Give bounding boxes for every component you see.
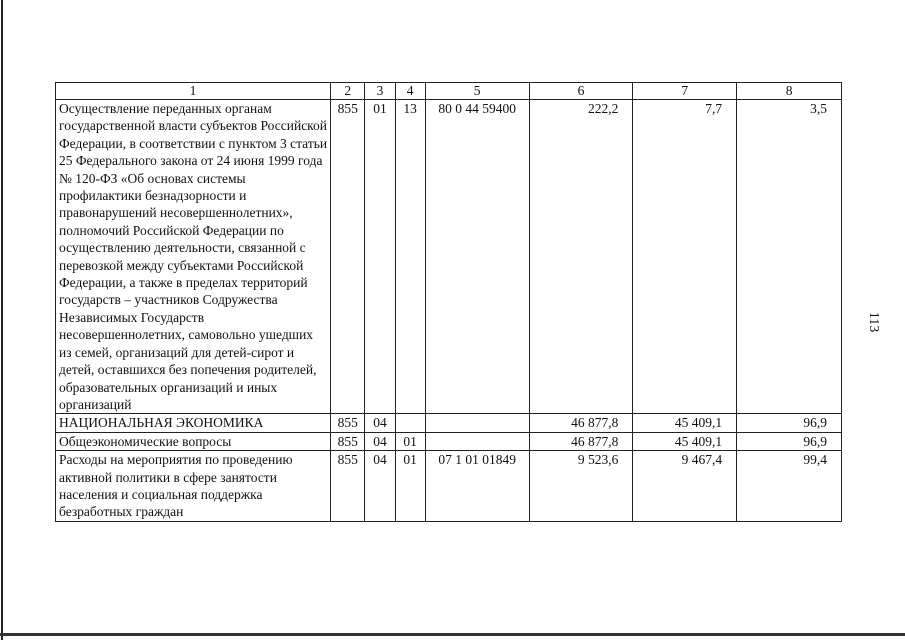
row-grbs: 855	[331, 414, 365, 432]
row-grbs: 855	[331, 451, 365, 522]
row-subsection: 01	[395, 432, 425, 450]
header-row	[56, 83, 842, 100]
row-grbs: 855	[331, 432, 365, 450]
row-fact: 45 409,1	[633, 432, 737, 450]
row-plan: 46 877,8	[529, 414, 633, 432]
row-section: 04	[365, 432, 395, 450]
table-row	[56, 432, 842, 450]
row-plan: 9 523,6	[529, 451, 633, 522]
row-section: 04	[365, 414, 395, 432]
row-target-article	[425, 414, 529, 432]
row-name: Расходы на мероприятия по проведению активной политики в сфере занятости населения и социальная поддержка безработных граждан	[56, 451, 331, 522]
row-name: Осуществление переданных органам государственной власти субъектов Российской Федерации, в соответствии с пунктом 3 статьи 25 Федерального закона от 24 июня 1999 года № 120-ФЗ «Об основах системы профилактики безнадзорности и правонарушений несовершеннолетних», полномочий Российской Федерации по осуществлению деятельности, связанной с перевозкой между субъектами Российской Федерации, а также в пределах территорий государств – участников Содружества Независимых Государств несовершеннолетних, самовольно ушедших из семей, организаций для детей-сирот и детей, оставшихся без попечения родителей, образовательных организаций и иных организаций	[56, 100, 331, 414]
row-subsection: 01	[395, 451, 425, 522]
row-percent: 3,5	[737, 100, 842, 414]
row-name: Общеэкономические вопросы	[56, 432, 331, 450]
header-cell-5: 5	[425, 83, 529, 100]
row-name: НАЦИОНАЛЬНАЯ ЭКОНОМИКА	[56, 414, 331, 432]
header-cell-4: 4	[395, 83, 425, 100]
header-cell-6: 6	[529, 83, 633, 100]
row-target-article: 80 0 44 59400	[425, 100, 529, 414]
row-target-article: 07 1 01 01849	[425, 451, 529, 522]
table-row	[56, 100, 842, 414]
row-percent: 99,4	[737, 451, 842, 522]
row-subsection	[395, 414, 425, 432]
header-cell-3: 3	[365, 83, 395, 100]
row-plan: 46 877,8	[529, 432, 633, 450]
row-section: 04	[365, 451, 395, 522]
row-percent: 96,9	[737, 432, 842, 450]
header-cell-8: 8	[737, 83, 842, 100]
page-edge-left	[1, 0, 3, 640]
header-cell-7: 7	[633, 83, 737, 100]
row-fact: 45 409,1	[633, 414, 737, 432]
table-row	[56, 451, 842, 522]
row-grbs: 855	[331, 100, 365, 414]
row-plan: 222,2	[529, 100, 633, 414]
row-percent: 96,9	[737, 414, 842, 432]
page-number: 113	[866, 311, 881, 333]
row-target-article	[425, 432, 529, 450]
page-edge-bottom	[0, 633, 905, 636]
header-cell-1: 1	[56, 83, 331, 100]
header-cell-2: 2	[331, 83, 365, 100]
row-subsection: 13	[395, 100, 425, 414]
row-section: 01	[365, 100, 395, 414]
budget-table	[55, 82, 842, 522]
row-fact: 9 467,4	[633, 451, 737, 522]
table-row	[56, 414, 842, 432]
row-fact: 7,7	[633, 100, 737, 414]
